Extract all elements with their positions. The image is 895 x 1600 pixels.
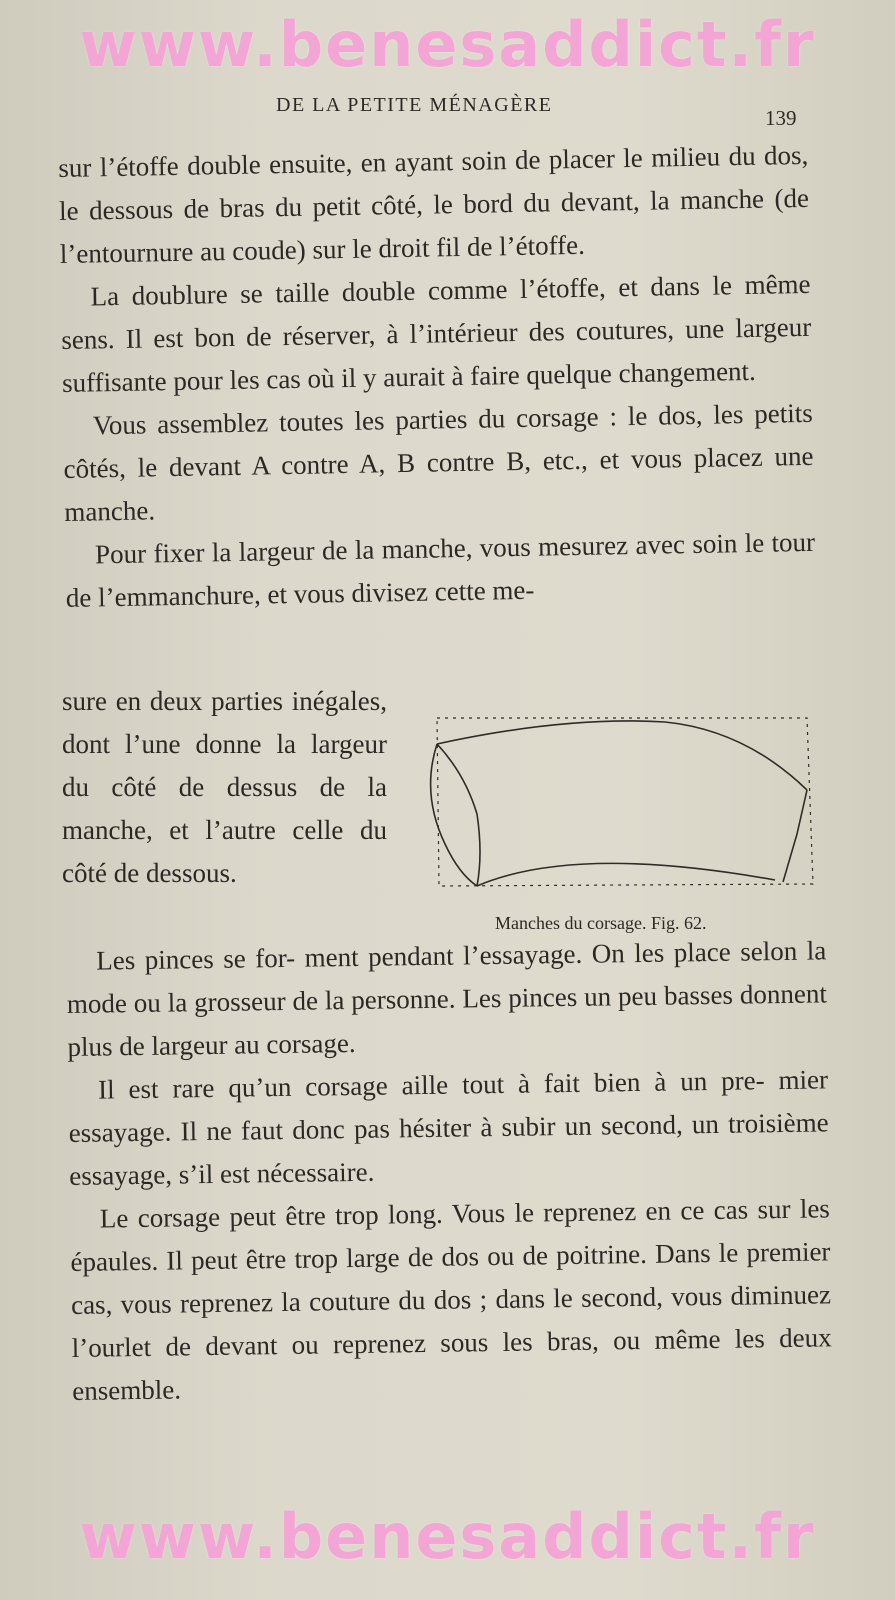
paragraph: Les pinces se for- ment pendant l’essayage. On les place selon la mode ou la grosseur de la personne. Les pinces un peu basses donnent plus de largeur au corsage. — [66, 935, 828, 1062]
text-block-side — [62, 680, 387, 895]
paragraph: Il est rare qu’un corsage aille tout à fait bien à un pre- mier essayage. Il ne faut donc pas hésiter à subir un second, un troisième essayage, s’il est nécessaire. — [68, 1064, 829, 1191]
watermark-top: www.benesaddict.fr — [79, 8, 816, 81]
running-title: DE LA PETITE MÉNAGÈRE — [276, 94, 553, 116]
sleeve-pattern-drawing — [425, 714, 825, 914]
text-block-bottom — [66, 929, 833, 1413]
dotted-outline — [437, 718, 813, 886]
watermark-bottom: www.benesaddict.fr — [79, 1500, 816, 1573]
paragraph: sur l’étoffe double ensuite, en ayant soin de placer le milieu du dos, le dessous de bras du petit côté, le bord du devant, la manche (de l’entournure au coude) sur le droit fil de l’étoffe. — [58, 139, 810, 269]
paragraph: Pour fixer la largeur de la manche, vous mesurez avec soin le tour de l’emmanchure, et vous divisez cette me- — [65, 526, 816, 613]
paragraph: Vous assemblez toutes les parties du corsage : le dos, les petits côtés, le devant A contre A, B contre B, etc., et vous placez une manche. — [63, 397, 814, 527]
paragraph: Le corsage peut être trop long. Vous le reprenez en ce cas sur les épaules. Il peut être trop large de dos ou de poitrine. Dans le premier cas, vous reprenez la couture du dos ; dans le second, vous diminuez l’ourlet de devant ou reprenez sous les bras, ou même les deux ensemble. — [70, 1193, 832, 1406]
paragraph: sure en deux parties inégales, dont l’une donne la largeur du côté de dessus de la manche, et l’autre celle du côté de dessous. — [62, 686, 387, 888]
page-number: 139 — [765, 106, 797, 130]
sleeve-right-edge — [783, 790, 807, 882]
figure-caption: Manches du corsage. Fig. 62. — [495, 913, 707, 933]
sleeve-left-edge-inner — [437, 744, 480, 886]
sleeve-top-curve — [437, 721, 807, 790]
paragraph: La doublure se taille double comme l’étoffe, et dans le même sens. Il est bon de réserver, à l’intérieur des coutures, une largeur suffisante pour les cas où il y aurait à faire quelque changement. — [61, 268, 812, 398]
sleeve-bottom-curve — [477, 863, 775, 886]
text-block-top — [58, 134, 816, 620]
sleeve-figure — [425, 714, 825, 914]
